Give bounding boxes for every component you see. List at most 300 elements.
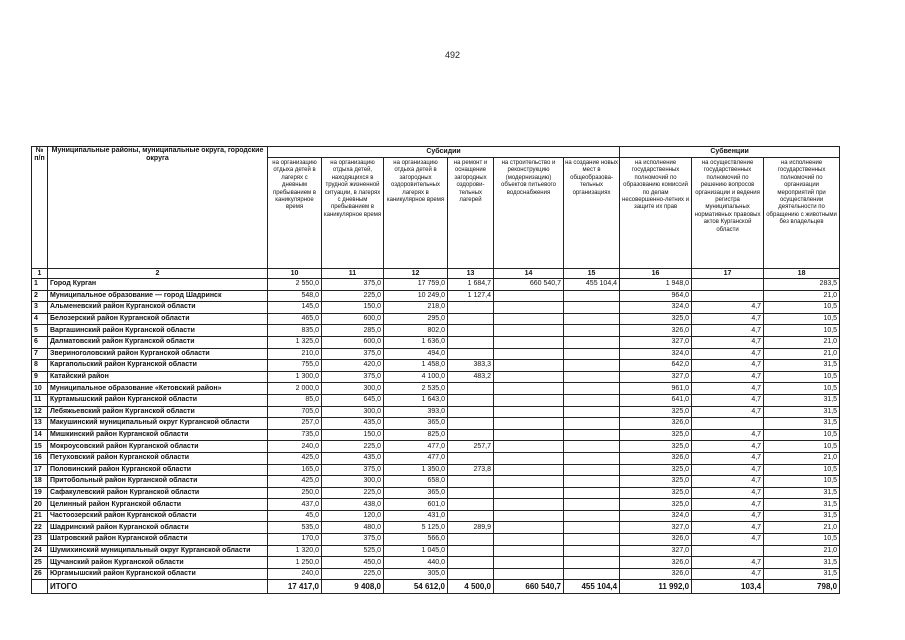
amount-cell bbox=[494, 568, 564, 580]
municipality-name: Альменевский район Курганской области bbox=[48, 302, 268, 314]
amount-cell: 431,0 bbox=[384, 510, 448, 522]
table-row bbox=[32, 487, 840, 499]
amount-cell: 324,0 bbox=[620, 510, 692, 522]
amount-cell: 305,0 bbox=[384, 568, 448, 580]
amount-cell bbox=[692, 418, 764, 430]
amount-cell: 225,0 bbox=[322, 568, 384, 580]
amount-cell: 327,0 bbox=[620, 336, 692, 348]
amount-cell: 325,0 bbox=[620, 476, 692, 488]
table-row bbox=[32, 429, 840, 441]
amount-cell bbox=[494, 464, 564, 476]
amount-cell bbox=[564, 522, 620, 534]
amount-cell bbox=[564, 383, 620, 395]
municipality-name: Макушинский муниципальный округ Курганской области bbox=[48, 418, 268, 430]
municipality-name: Щучанский район Курганской области bbox=[48, 557, 268, 569]
municipality-name: Муниципальное образование «Кетовский район» bbox=[48, 383, 268, 395]
amount-cell bbox=[564, 360, 620, 372]
amount-cell: 10,5 bbox=[764, 441, 840, 453]
municipality-name: Шадринский район Курганской области bbox=[48, 522, 268, 534]
amount-cell: 455 104,4 bbox=[564, 279, 620, 291]
amount-cell: 327,0 bbox=[620, 522, 692, 534]
municipality-name: Частоозерский район Курганской области bbox=[48, 510, 268, 522]
table-row bbox=[32, 464, 840, 476]
amount-cell bbox=[564, 557, 620, 569]
municipality-name: Белозерский район Курганской области bbox=[48, 313, 268, 325]
amount-cell bbox=[564, 336, 620, 348]
table-row bbox=[32, 313, 840, 325]
municipality-name: Юргамышский район Курганской области bbox=[48, 568, 268, 580]
header-subcolumn: на организацию отдыха детей, находящихся в трудной жизненной ситуации, в лагерях с дневным пребыванием в каникулярное время bbox=[322, 158, 384, 269]
row-index: 14 bbox=[32, 429, 48, 441]
row-index: 17 bbox=[32, 464, 48, 476]
amount-cell: 31,5 bbox=[764, 568, 840, 580]
column-number: 11 bbox=[322, 269, 384, 279]
amount-cell: 480,0 bbox=[322, 522, 384, 534]
amount-cell: 1 350,0 bbox=[384, 464, 448, 476]
amount-cell: 4,7 bbox=[692, 510, 764, 522]
amount-cell: 755,0 bbox=[268, 360, 322, 372]
table-row bbox=[32, 325, 840, 337]
subsidies-table bbox=[31, 146, 840, 594]
amount-cell: 1 127,4 bbox=[448, 290, 494, 302]
column-number: 18 bbox=[764, 269, 840, 279]
table-row bbox=[32, 348, 840, 360]
amount-cell: 2 550,0 bbox=[268, 279, 322, 291]
amount-cell bbox=[564, 441, 620, 453]
amount-cell: 4,7 bbox=[692, 534, 764, 546]
municipality-name: Целинный район Курганской области bbox=[48, 499, 268, 511]
amount-cell bbox=[494, 371, 564, 383]
amount-cell: 4,7 bbox=[692, 522, 764, 534]
amount-cell bbox=[494, 302, 564, 314]
table-row bbox=[32, 557, 840, 569]
row-index: 21 bbox=[32, 510, 48, 522]
amount-cell: 324,0 bbox=[620, 348, 692, 360]
amount-cell: 4,7 bbox=[692, 360, 764, 372]
amount-cell bbox=[564, 534, 620, 546]
table-row bbox=[32, 371, 840, 383]
total-cell: 54 612,0 bbox=[384, 580, 448, 594]
amount-cell: 327,0 bbox=[620, 545, 692, 557]
amount-cell bbox=[494, 348, 564, 360]
municipality-name: Муниципальное образование — город Шадринск bbox=[48, 290, 268, 302]
amount-cell: 327,0 bbox=[620, 371, 692, 383]
amount-cell: 165,0 bbox=[268, 464, 322, 476]
column-number: 10 bbox=[268, 269, 322, 279]
amount-cell: 325,0 bbox=[620, 487, 692, 499]
amount-cell: 85,0 bbox=[268, 394, 322, 406]
amount-cell: 483,2 bbox=[448, 371, 494, 383]
amount-cell: 600,0 bbox=[322, 313, 384, 325]
amount-cell: 150,0 bbox=[322, 429, 384, 441]
column-number: 16 bbox=[620, 269, 692, 279]
amount-cell: 438,0 bbox=[322, 499, 384, 511]
amount-cell bbox=[494, 429, 564, 441]
amount-cell: 735,0 bbox=[268, 429, 322, 441]
row-index: 1 bbox=[32, 279, 48, 291]
amount-cell: 2 535,0 bbox=[384, 383, 448, 395]
amount-cell: 1 948,0 bbox=[620, 279, 692, 291]
amount-cell: 170,0 bbox=[268, 534, 322, 546]
amount-cell: 21,0 bbox=[764, 348, 840, 360]
amount-cell bbox=[494, 325, 564, 337]
header-subcolumn: на исполнение государственных полномочий по образованию комиссий по делам несовершенно-летних и защите их прав bbox=[620, 158, 692, 269]
amount-cell: 17 759,0 bbox=[384, 279, 448, 291]
amount-cell: 240,0 bbox=[268, 441, 322, 453]
amount-cell bbox=[564, 429, 620, 441]
table-row bbox=[32, 336, 840, 348]
amount-cell: 4,7 bbox=[692, 557, 764, 569]
column-number: 15 bbox=[564, 269, 620, 279]
amount-cell: 802,0 bbox=[384, 325, 448, 337]
header-subcolumn: на исполнение государственных полномочий по организации мероприятий при осуществлении деятельности по обращению с животными без владельцев bbox=[764, 158, 840, 269]
total-cell: 17 417,0 bbox=[268, 580, 322, 594]
amount-cell: 225,0 bbox=[322, 290, 384, 302]
table-row bbox=[32, 406, 840, 418]
municipality-name: Куртамышский район Курганской области bbox=[48, 394, 268, 406]
amount-cell bbox=[564, 394, 620, 406]
amount-cell bbox=[494, 336, 564, 348]
amount-cell bbox=[564, 348, 620, 360]
table-row bbox=[32, 302, 840, 314]
amount-cell bbox=[448, 568, 494, 580]
amount-cell: 494,0 bbox=[384, 348, 448, 360]
amount-cell: 225,0 bbox=[322, 441, 384, 453]
row-index: 2 bbox=[32, 290, 48, 302]
amount-cell: 10,5 bbox=[764, 476, 840, 488]
amount-cell: 285,0 bbox=[322, 325, 384, 337]
row-index: 18 bbox=[32, 476, 48, 488]
row-index: 13 bbox=[32, 418, 48, 430]
amount-cell: 1 045,0 bbox=[384, 545, 448, 557]
amount-cell bbox=[494, 499, 564, 511]
amount-cell bbox=[494, 360, 564, 372]
amount-cell: 375,0 bbox=[322, 348, 384, 360]
amount-cell: 566,0 bbox=[384, 534, 448, 546]
amount-cell: 283,5 bbox=[764, 279, 840, 291]
amount-cell: 420,0 bbox=[322, 360, 384, 372]
amount-cell: 250,0 bbox=[268, 487, 322, 499]
amount-cell bbox=[564, 568, 620, 580]
amount-cell bbox=[448, 348, 494, 360]
amount-cell: 324,0 bbox=[620, 302, 692, 314]
total-cell: 660 540,7 bbox=[494, 580, 564, 594]
amount-cell: 435,0 bbox=[322, 452, 384, 464]
municipality-name: Сафакулевский район Курганской области bbox=[48, 487, 268, 499]
amount-cell: 21,0 bbox=[764, 290, 840, 302]
amount-cell: 326,0 bbox=[620, 452, 692, 464]
amount-cell: 240,0 bbox=[268, 568, 322, 580]
total-cell: 9 408,0 bbox=[322, 580, 384, 594]
table-row bbox=[32, 499, 840, 511]
amount-cell: 210,0 bbox=[268, 348, 322, 360]
amount-cell: 10 249,0 bbox=[384, 290, 448, 302]
amount-cell bbox=[494, 418, 564, 430]
amount-cell: 300,0 bbox=[322, 476, 384, 488]
amount-cell bbox=[448, 476, 494, 488]
amount-cell: 600,0 bbox=[322, 336, 384, 348]
row-index: 4 bbox=[32, 313, 48, 325]
row-index: 23 bbox=[32, 534, 48, 546]
amount-cell bbox=[494, 406, 564, 418]
row-index: 10 bbox=[32, 383, 48, 395]
municipality-name: Петуховский район Курганской области bbox=[48, 452, 268, 464]
amount-cell: 10,5 bbox=[764, 325, 840, 337]
amount-cell: 257,7 bbox=[448, 441, 494, 453]
row-index: 11 bbox=[32, 394, 48, 406]
amount-cell: 21,0 bbox=[764, 336, 840, 348]
amount-cell: 325,0 bbox=[620, 406, 692, 418]
total-cell: 455 104,4 bbox=[564, 580, 620, 594]
total-cell: 103,4 bbox=[692, 580, 764, 594]
amount-cell bbox=[494, 522, 564, 534]
amount-cell: 1 320,0 bbox=[268, 545, 322, 557]
column-number: 12 bbox=[384, 269, 448, 279]
total-cell: 11 992,0 bbox=[620, 580, 692, 594]
amount-cell bbox=[564, 476, 620, 488]
amount-cell: 326,0 bbox=[620, 534, 692, 546]
amount-cell bbox=[564, 510, 620, 522]
amount-cell bbox=[494, 383, 564, 395]
amount-cell: 4 100,0 bbox=[384, 371, 448, 383]
row-index: 15 bbox=[32, 441, 48, 453]
amount-cell bbox=[494, 510, 564, 522]
row-index: 25 bbox=[32, 557, 48, 569]
municipality-name: Притобольный район Курганской области bbox=[48, 476, 268, 488]
row-index: 12 bbox=[32, 406, 48, 418]
amount-cell bbox=[448, 336, 494, 348]
municipality-name: Половинский район Курганской области bbox=[48, 464, 268, 476]
amount-cell bbox=[692, 290, 764, 302]
amount-cell: 465,0 bbox=[268, 313, 322, 325]
amount-cell: 435,0 bbox=[322, 418, 384, 430]
amount-cell: 326,0 bbox=[620, 325, 692, 337]
header-subcolumn: на организацию отдыха детей в лагерях с дневным пребыванием в каникулярное время bbox=[268, 158, 322, 269]
amount-cell bbox=[564, 452, 620, 464]
total-label: ИТОГО bbox=[48, 580, 268, 594]
amount-cell: 326,0 bbox=[620, 418, 692, 430]
amount-cell: 31,5 bbox=[764, 360, 840, 372]
amount-cell: 641,0 bbox=[620, 394, 692, 406]
amount-cell: 31,5 bbox=[764, 557, 840, 569]
amount-cell: 365,0 bbox=[384, 418, 448, 430]
amount-cell: 120,0 bbox=[322, 510, 384, 522]
amount-cell: 425,0 bbox=[268, 476, 322, 488]
amount-cell: 10,5 bbox=[764, 383, 840, 395]
amount-cell bbox=[692, 545, 764, 557]
amount-cell: 21,0 bbox=[764, 522, 840, 534]
amount-cell: 440,0 bbox=[384, 557, 448, 569]
amount-cell bbox=[448, 418, 494, 430]
amount-cell: 31,5 bbox=[764, 394, 840, 406]
amount-cell bbox=[564, 313, 620, 325]
municipality-name: Варгашинский район Курганской области bbox=[48, 325, 268, 337]
amount-cell: 218,0 bbox=[384, 302, 448, 314]
municipality-name: Каргапольский район Курганской области bbox=[48, 360, 268, 372]
municipality-name: Шумихинский муниципальный округ Курганской области bbox=[48, 545, 268, 557]
row-index: 9 bbox=[32, 371, 48, 383]
amount-cell bbox=[494, 313, 564, 325]
amount-cell bbox=[564, 302, 620, 314]
row-index: 19 bbox=[32, 487, 48, 499]
amount-cell: 365,0 bbox=[384, 487, 448, 499]
amount-cell bbox=[692, 279, 764, 291]
amount-cell: 383,3 bbox=[448, 360, 494, 372]
amount-cell bbox=[448, 487, 494, 499]
amount-cell: 375,0 bbox=[322, 464, 384, 476]
municipality-name: Мокроусовский район Курганской области bbox=[48, 441, 268, 453]
amount-cell bbox=[448, 499, 494, 511]
amount-cell bbox=[564, 499, 620, 511]
municipality-name: Лебяжьевский район Курганской области bbox=[48, 406, 268, 418]
amount-cell bbox=[448, 429, 494, 441]
amount-cell: 326,0 bbox=[620, 557, 692, 569]
amount-cell: 325,0 bbox=[620, 313, 692, 325]
amount-cell: 31,5 bbox=[764, 406, 840, 418]
amount-cell bbox=[494, 290, 564, 302]
municipality-name: Далматовский район Курганской области bbox=[48, 336, 268, 348]
header-subventions: Субвенции bbox=[620, 147, 840, 158]
column-number: 2 bbox=[48, 269, 268, 279]
amount-cell: 375,0 bbox=[322, 371, 384, 383]
table-row bbox=[32, 522, 840, 534]
amount-cell bbox=[448, 452, 494, 464]
row-index: 26 bbox=[32, 568, 48, 580]
amount-cell: 450,0 bbox=[322, 557, 384, 569]
amount-cell: 4,7 bbox=[692, 499, 764, 511]
row-index: 3 bbox=[32, 302, 48, 314]
row-index: 6 bbox=[32, 336, 48, 348]
row-index: 8 bbox=[32, 360, 48, 372]
amount-cell: 1 684,7 bbox=[448, 279, 494, 291]
amount-cell bbox=[494, 487, 564, 499]
amount-cell: 5 125,0 bbox=[384, 522, 448, 534]
total-row bbox=[32, 580, 840, 594]
amount-cell: 31,5 bbox=[764, 510, 840, 522]
amount-cell: 325,0 bbox=[620, 464, 692, 476]
table-row bbox=[32, 441, 840, 453]
amount-cell: 658,0 bbox=[384, 476, 448, 488]
row-index: 24 bbox=[32, 545, 48, 557]
header-municipality: Муниципальные районы, муниципальные округа, городские округа bbox=[48, 147, 268, 269]
amount-cell: 4,7 bbox=[692, 406, 764, 418]
amount-cell bbox=[494, 534, 564, 546]
amount-cell: 835,0 bbox=[268, 325, 322, 337]
amount-cell bbox=[448, 313, 494, 325]
amount-cell: 273,8 bbox=[448, 464, 494, 476]
amount-cell: 525,0 bbox=[322, 545, 384, 557]
amount-cell: 21,0 bbox=[764, 545, 840, 557]
column-number: 13 bbox=[448, 269, 494, 279]
amount-cell: 45,0 bbox=[268, 510, 322, 522]
table-row bbox=[32, 545, 840, 557]
table-row bbox=[32, 394, 840, 406]
amount-cell: 10,5 bbox=[764, 464, 840, 476]
amount-cell: 4,7 bbox=[692, 441, 764, 453]
amount-cell: 4,7 bbox=[692, 383, 764, 395]
table-row bbox=[32, 418, 840, 430]
amount-cell: 825,0 bbox=[384, 429, 448, 441]
amount-cell: 21,0 bbox=[764, 452, 840, 464]
municipality-name: Мишкинский район Курганской области bbox=[48, 429, 268, 441]
amount-cell bbox=[448, 325, 494, 337]
amount-cell: 645,0 bbox=[322, 394, 384, 406]
header-subcolumn: на осуществление государственных полномочий по решению вопросов организации и ведения регистра муниципальных нормативных правовых актов Курганской области bbox=[692, 158, 764, 269]
amount-cell: 325,0 bbox=[620, 499, 692, 511]
amount-cell: 4,7 bbox=[692, 476, 764, 488]
amount-cell: 1 300,0 bbox=[268, 371, 322, 383]
amount-cell bbox=[448, 534, 494, 546]
amount-cell: 535,0 bbox=[268, 522, 322, 534]
amount-cell bbox=[494, 441, 564, 453]
amount-cell: 31,5 bbox=[764, 487, 840, 499]
amount-cell: 150,0 bbox=[322, 302, 384, 314]
amount-cell bbox=[448, 545, 494, 557]
amount-cell: 425,0 bbox=[268, 452, 322, 464]
municipality-name: Звериноголовский район Курганской области bbox=[48, 348, 268, 360]
amount-cell: 477,0 bbox=[384, 441, 448, 453]
table-row bbox=[32, 534, 840, 546]
amount-cell: 601,0 bbox=[384, 499, 448, 511]
table-row bbox=[32, 383, 840, 395]
amount-cell: 1 643,0 bbox=[384, 394, 448, 406]
amount-cell bbox=[494, 394, 564, 406]
amount-cell: 300,0 bbox=[322, 406, 384, 418]
amount-cell bbox=[564, 371, 620, 383]
column-number: 14 bbox=[494, 269, 564, 279]
amount-cell: 1 636,0 bbox=[384, 336, 448, 348]
amount-cell: 1 458,0 bbox=[384, 360, 448, 372]
amount-cell: 4,7 bbox=[692, 394, 764, 406]
amount-cell: 642,0 bbox=[620, 360, 692, 372]
row-index: 20 bbox=[32, 499, 48, 511]
amount-cell: 548,0 bbox=[268, 290, 322, 302]
row-index: 5 bbox=[32, 325, 48, 337]
table-row bbox=[32, 568, 840, 580]
amount-cell bbox=[448, 394, 494, 406]
amount-cell: 325,0 bbox=[620, 441, 692, 453]
amount-cell: 10,5 bbox=[764, 534, 840, 546]
amount-cell: 660 540,7 bbox=[494, 279, 564, 291]
table-row bbox=[32, 279, 840, 291]
amount-cell: 295,0 bbox=[384, 313, 448, 325]
amount-cell: 1 250,0 bbox=[268, 557, 322, 569]
amount-cell bbox=[494, 557, 564, 569]
amount-cell: 375,0 bbox=[322, 279, 384, 291]
municipality-name: Катайский район bbox=[48, 371, 268, 383]
amount-cell bbox=[564, 290, 620, 302]
amount-cell: 961,0 bbox=[620, 383, 692, 395]
amount-cell: 4,7 bbox=[692, 302, 764, 314]
amount-cell: 10,5 bbox=[764, 302, 840, 314]
amount-cell bbox=[564, 545, 620, 557]
table-row bbox=[32, 510, 840, 522]
total-cell: 4 500,0 bbox=[448, 580, 494, 594]
row-index: 16 bbox=[32, 452, 48, 464]
amount-cell bbox=[494, 545, 564, 557]
amount-cell: 4,7 bbox=[692, 371, 764, 383]
amount-cell: 225,0 bbox=[322, 487, 384, 499]
amount-cell: 2 000,0 bbox=[268, 383, 322, 395]
amount-cell: 4,7 bbox=[692, 429, 764, 441]
column-number: 17 bbox=[692, 269, 764, 279]
amount-cell: 4,7 bbox=[692, 452, 764, 464]
amount-cell bbox=[448, 406, 494, 418]
amount-cell bbox=[494, 476, 564, 488]
amount-cell: 437,0 bbox=[268, 499, 322, 511]
amount-cell: 31,5 bbox=[764, 418, 840, 430]
amount-cell: 375,0 bbox=[322, 534, 384, 546]
